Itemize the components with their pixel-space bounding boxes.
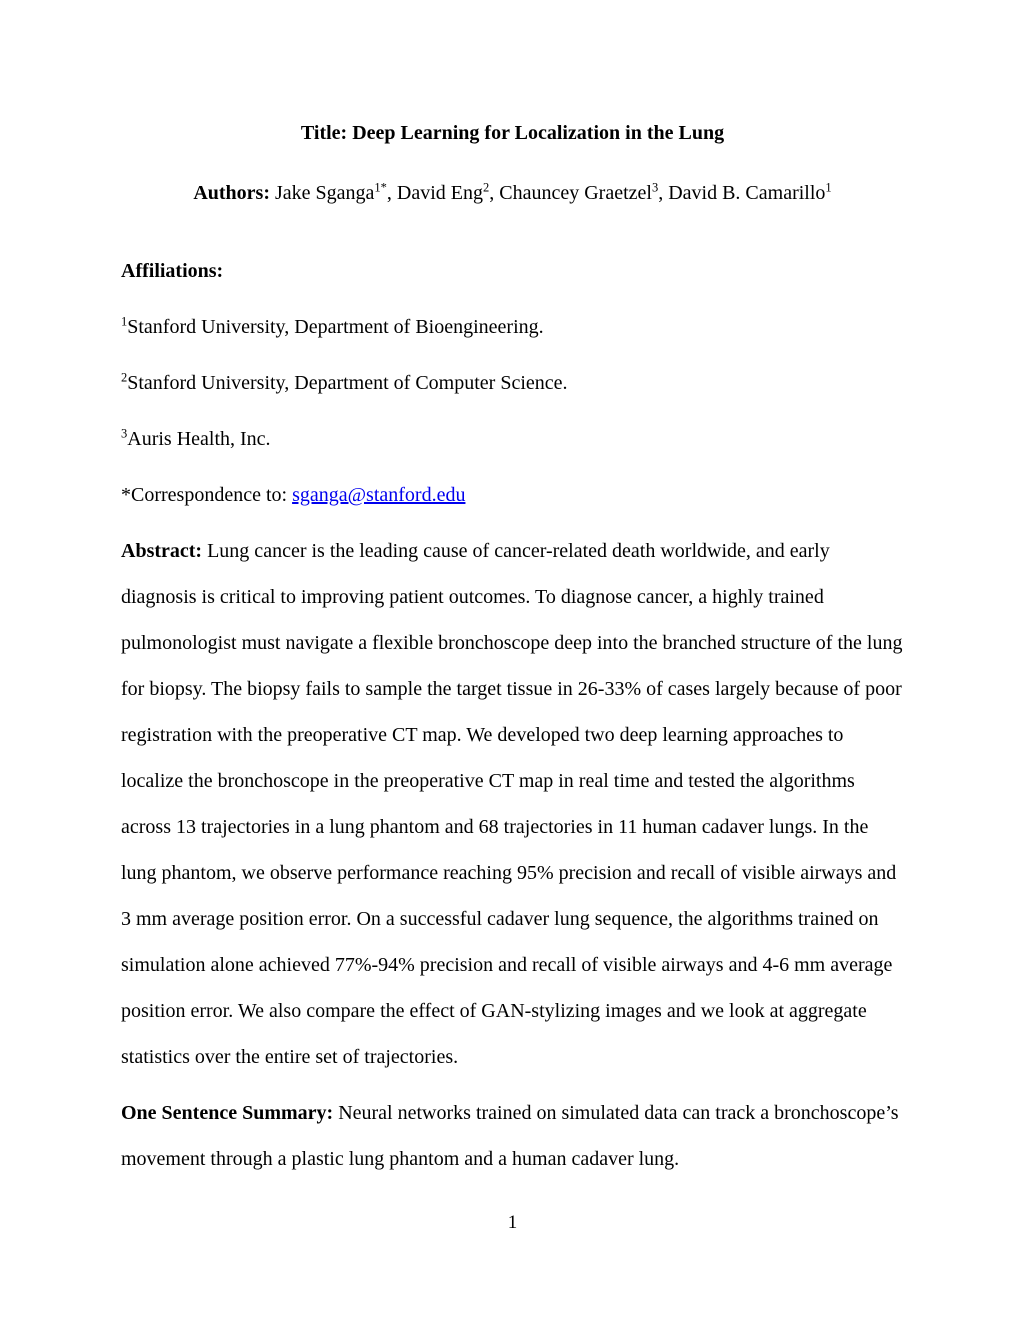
author-name: Jake Sganga (270, 182, 375, 204)
author-affiliation-mark: 2 (483, 180, 490, 195)
author-affiliation-mark: 3 (651, 180, 659, 195)
correspondence-prefix: *Correspondence to: (121, 484, 293, 506)
author-name: , David Eng (386, 182, 484, 204)
abstract-text: Lung cancer is the leading cause of cancer-related death worldwide, and early diagnosis is critical to improving patient outcomes. To diagnose cancer, a highly trained pulmonologist must navigate a flexible bronchoscope deep into the branched structure of the lung for biopsy. The biopsy fails to sample the target tissue in 26-33% of cases largely because of poor registration with the preoperative CT map. We developed two deep learning approaches to localize the bronchoscope in the preoperative CT map in real time and tested the algorithms across 13 trajectories in a lung phantom and 68 trajectories in 11 human cadaver lungs. In the lung phantom, we observe performance reaching 95% precision and recall of visible airways and 3 mm average position error. On a successful cadaver lung sequence, the algorithms trained on simulation alone achieved 77%-94% precision and recall of visible airways and 4-6 mm average position error. We also compare the effect of GAN-stylizing images and we look at aggregate statistics over the entire set of trajectories. (121, 540, 903, 1068)
authors-line (121, 170, 904, 216)
affiliations-heading: Affiliations: (121, 260, 224, 282)
page-number: 1 (507, 1212, 518, 1233)
affiliation-mark: 3 (121, 426, 128, 441)
affiliation-mark: 1 (121, 314, 128, 329)
summary-label: One Sentence Summary: (121, 1102, 334, 1124)
summary-text: Neural networks trained on simulated data can track a bronchoscope’s movement through a plastic lung phantom and a human cadaver lung. (121, 1102, 899, 1170)
affiliation-text: Stanford University, Department of Bioengineering. (127, 316, 544, 338)
affiliation-text: Auris Health, Inc. (127, 428, 271, 450)
affiliation-text: Stanford University, Department of Computer Science. (127, 372, 568, 394)
paper-title: Title: Deep Learning for Localization in the Lung (300, 122, 725, 144)
author-affiliation-mark: 1 (825, 180, 832, 195)
one-sentence-summary (121, 1090, 904, 1182)
affiliation-item (121, 360, 904, 406)
affiliation-mark: 2 (121, 370, 128, 385)
author-name: , Chauncey Graetzel (489, 182, 652, 204)
author-name: , David B. Camarillo (658, 182, 826, 204)
affiliation-item (121, 304, 904, 350)
abstract-label: Abstract: (121, 540, 203, 562)
correspondence-line (121, 472, 904, 518)
authors-label: Authors: (193, 182, 270, 204)
abstract-paragraph (121, 528, 904, 1080)
author-affiliation-mark: 1* (374, 180, 387, 195)
affiliation-item (121, 416, 904, 462)
correspondence-email-link[interactable]: sganga@stanford.edu (292, 484, 466, 506)
